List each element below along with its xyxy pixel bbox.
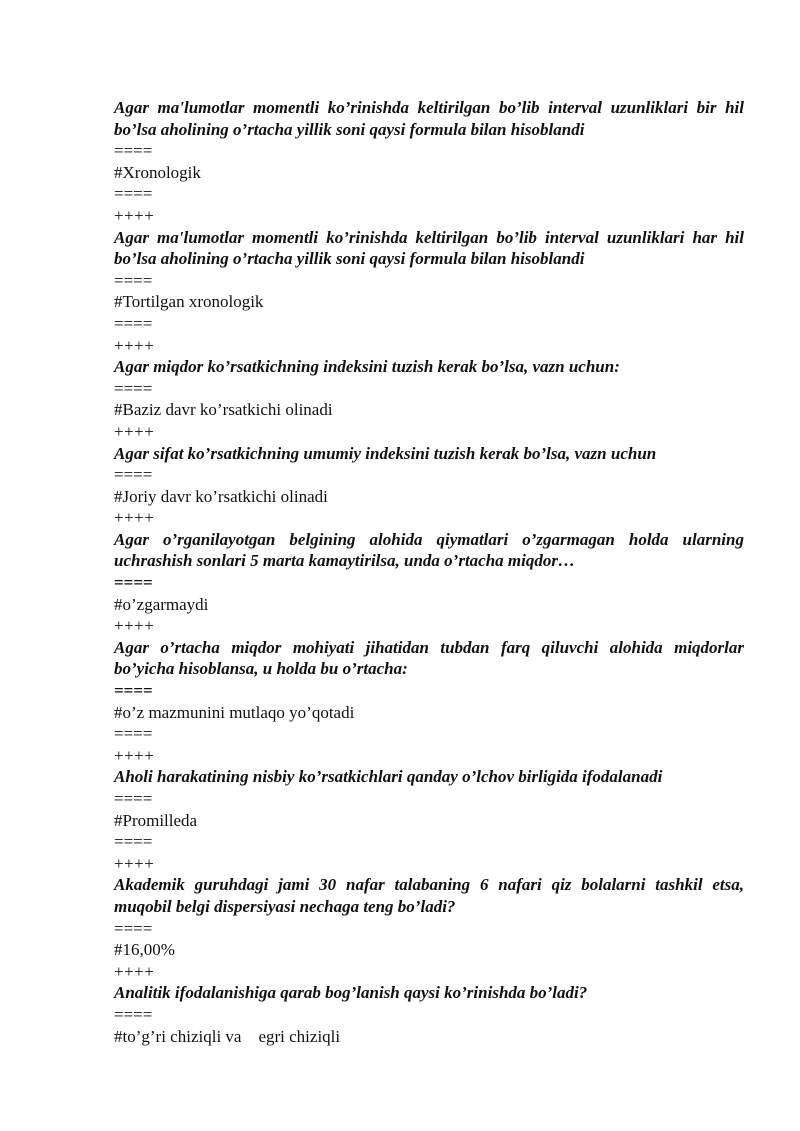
separator: ====: [114, 313, 153, 333]
separator: ====: [114, 465, 153, 485]
separator: ====: [114, 573, 153, 593]
answer-text: #o’z mazmunini mutlaqo yo’qotadi: [114, 702, 355, 722]
separator: ====: [114, 832, 153, 852]
question-text: Agar o’rtacha miqdor mohiyati jihatidan tubdan farq qiluvchi alohida miqdorlar bo’yicha hisoblansa, u holda bu o’rtacha:: [114, 637, 744, 679]
answer-text: #o’zgarmaydi: [114, 594, 209, 614]
separator: ====: [114, 789, 153, 808]
separator: ====: [114, 681, 153, 701]
separator: ====: [114, 184, 153, 204]
separator: ====: [114, 724, 153, 744]
question-text: Agar ma'lumotlar momentli ko’rinishda keltirilgan bo’lib interval uzunliklari har hil bo’lsa aholining o’rtacha yillik soni qaysi formula bilan hisoblandi: [114, 227, 744, 269]
end-marker: ++++: [114, 335, 155, 355]
end-marker: ++++: [114, 961, 155, 981]
end-marker: ++++: [114, 508, 155, 528]
question-text: Agar o’rganilayotgan belgining alohida qiymatlari o’zgarmagan holda ularning uchrashish sonlari 5 marta kamaytirilsa, unda o’rtacha miqdor…: [114, 529, 744, 571]
question-text: Akademik guruhdagi jami 30 nafar talabaning 6 nafari qiz bolalarni tashkil etsa, muqobil belgi dispersiyasi nechaga teng bo’ladi?: [114, 875, 744, 916]
question-text: Agar ma'lumotlar momentli ko’rinishda keltirilgan bo’lib interval uzunliklari bir hil bo’lsa aholining o’rtacha yillik soni qaysi formula bilan hisoblandi: [114, 98, 744, 139]
end-marker: ++++: [114, 745, 155, 765]
document-page: [114, 97, 744, 1047]
answer-text: #Baziz davr ko’rsatkichi olinadi: [114, 400, 333, 420]
separator: ====: [114, 1004, 153, 1024]
answer-text: #to’g’ri chiziqli va egri chiziqli: [114, 1026, 341, 1046]
question-text: Agar sifat ko’rsatkichning umumiy indeksini tuzish kerak bo’lsa, vazn uchun: [114, 443, 657, 463]
separator: ====: [114, 378, 153, 398]
question-text: Analitik ifodalanishiga qarab bog’lanish qaysi ko’rinishda bo’ladi?: [114, 983, 588, 1003]
end-marker: ++++: [114, 205, 155, 225]
answer-text: #Promilleda: [114, 810, 198, 830]
question-text: Agar miqdor ko’rsatkichning indeksini tuzish kerak bo’lsa, vazn uchun:: [114, 357, 620, 377]
answer-text: #16,00%: [114, 940, 175, 960]
end-marker: ++++: [114, 421, 155, 441]
separator: ====: [114, 141, 153, 161]
question-text: Aholi harakatining nisbiy ko’rsatkichlari qanday o’lchov birligida ifodalanadi: [114, 767, 663, 787]
answer-text: #Tortilgan xronologik: [114, 292, 264, 312]
answer-text: #Joriy davr ko’rsatkichi olinadi: [114, 486, 328, 506]
separator: ====: [114, 270, 153, 290]
answer-text: #Xronologik: [114, 162, 201, 182]
separator: ====: [114, 918, 153, 938]
end-marker: ++++: [114, 616, 155, 636]
end-marker: ++++: [114, 853, 155, 873]
